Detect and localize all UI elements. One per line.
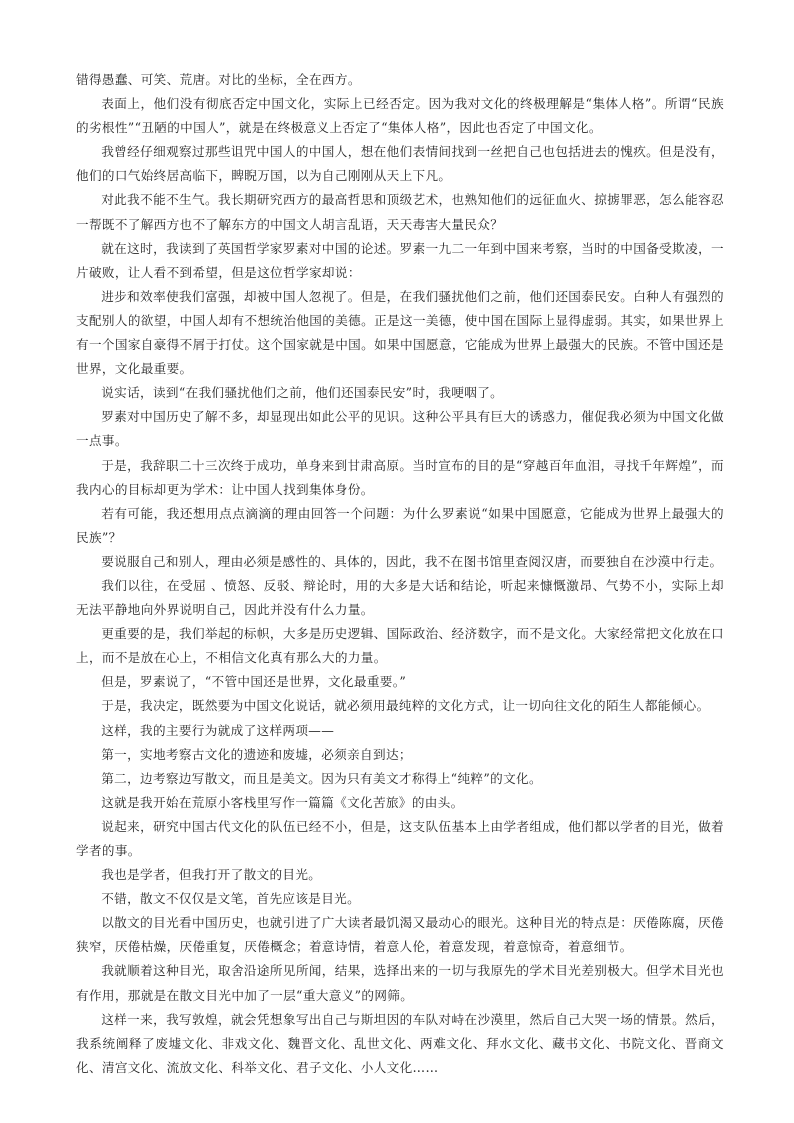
paragraph-21: 我也是学者，但我打开了散文的目光。	[101, 867, 322, 883]
paragraph-2: 表面上，他们没有彻底否定中国文化，实际上已经否定。因为我对文化的终极理解是“集体人格”。所谓“民族的劣根性”“丑陋的中国人”，就是在终极意义上否定了“集体人格”，因此也否定了中国文化。	[76, 96, 724, 136]
paragraph-25: 这样一来，我写敦煌，就会凭想象写出自己与斯坦因的车队对峙在沙漠里，然后自己大哭一场的情景。然后，我系统阐释了废墟文化、非戏文化、魏晋文化、乱世文化、两难文化、拜水文化、藏书文化、书院文化、晋商文化、清宫文化、流放文化、科举文化、君子文化、小人文化……	[76, 1011, 724, 1075]
paragraph-23: 以散文的目光看中国历史，也就引进了广大读者最饥渴又最动心的眼光。这种目光的特点是：厌倦陈腐，厌倦狭窄，厌倦枯燥，厌倦重复，厌倦概念；着意诗情，着意人伦，着意发现，着意惊奇，着意细节。	[76, 915, 724, 955]
paragraph-11: 要说服自己和别人，理由必须是感性的、具体的，因此，我不在图书馆里查阅汉唐，而要独自在沙漠中行走。	[101, 553, 723, 569]
paragraph-4: 对此我不能不生气。我长期研究西方的最高哲思和顶级艺术，也熟知他们的远征血火、掠掳罪恶，怎么能容忍一帮既不了解西方也不了解东方的中国文人胡言乱语，天天毒害大量民众？	[76, 192, 724, 232]
paragraph-5: 就在这时，我读到了英国哲学家罗素对中国的论述。罗素一九二一年到中国来考察，当时的中国备受欺凌，一片破败，让人看不到希望，但是这位哲学家却说：	[76, 240, 724, 280]
paragraph-12: 我们以往，在受屈 、愤怒、反驳、辩论时，用的大多是大话和结论，听起来慷慨激昂、气势不小，实际上却无法平静地向外界说明自己，因此并没有什么力量。	[76, 577, 724, 618]
paragraph-7: 说实话，读到“在我们骚扰他们之前，他们还国泰民安”时，我哽咽了。	[101, 385, 504, 401]
paragraph-13: 更重要的是，我们举起的标帜，大多是历史逻辑、国际政治、经济数字，而不是文化。大家经常把文化放在口上，而不是放在心上，不相信文化真有那么大的力量。	[76, 626, 724, 666]
paragraph-10: 若有可能，我还想用点点滴滴的理由回答一个问题：为什么罗素说“如果中国愿意，它能成为世界上最强大的民族”？	[76, 505, 724, 545]
list-item-second: 第二，边考察边写散文，而且是美文。因为只有美文才称得上“纯粹”的文化。	[101, 770, 542, 786]
paragraph-14: 但是，罗素说了，“不管中国还是世界，文化最重要。”	[101, 674, 407, 690]
paragraph-16: 这样，我的主要行为就成了这样两项——	[101, 722, 335, 738]
paragraph-9: 于是，我辞职二十三次终于成功，单身来到甘肃高原。当时宣布的目的是“穿越百年血泪，寻找千年辉煌”，而我内心的目标却更为学术：让中国人找到集体身份。	[76, 457, 724, 497]
paragraph-8: 罗素对中国历史了解不多，却显现出如此公平的见识。这种公平具有巨大的诱惑力，催促我必须为中国文化做一点事。	[76, 409, 724, 449]
paragraph-15: 于是，我决定，既然要为中国文化说话，就必须用最纯粹的文化方式，让一切向往文化的陌生人都能倾心。	[101, 698, 710, 714]
paragraph-24: 我就顺着这种目光，取舍沿途所见所闻，结果，选择出来的一切与我原先的学术目光差别极大。但学术目光也有作用，那就是在散文目光中加了一层“重大意义”的网筛。	[76, 963, 724, 1003]
russell-quote: 进步和效率使我们富强，却被中国人忽视了。但是，在我们骚扰他们之前，他们还国泰民安。白种人有强烈的支配别人的欲望，中国人却有不想统治他国的美德。正是这一美德，使中国在国际上显得虚弱。其实，如果世界上有一个国家自豪得不屑于打仗。这个国家就是中国。如果中国愿意，它能成为世界上最强大的民族。不管中国还是世界，文化最重要。	[76, 288, 724, 377]
paragraph-3: 我曾经仔细观察过那些诅咒中国人的中国人，想在他们表情间找到一丝把自己也包括进去的愧疚。但是没有，他们的口气始终居高临下，睥睨万国，以为自己刚刚从天上下凡。	[76, 144, 724, 184]
document-page	[76, 68, 724, 1080]
paragraph-22: 不错，散文不仅仅是文笔，首先应该是目光。	[101, 891, 361, 907]
paragraph-19: 这就是我开始在荒原小客栈里写作一篇篇《文化苦旅》的由头。	[101, 794, 464, 810]
list-item-first: 第一，实地考察古文化的遗迹和废墟，必须亲自到达；	[101, 746, 412, 762]
paragraph-20: 说起来，研究中国古代文化的队伍已经不小，但是，这支队伍基本上由学者组成，他们都以学者的目光，做着学者的事。	[76, 818, 724, 858]
paragraph-1: 错得愚蠢、可笑、荒唐。对比的坐标，全在西方。	[76, 72, 361, 87]
